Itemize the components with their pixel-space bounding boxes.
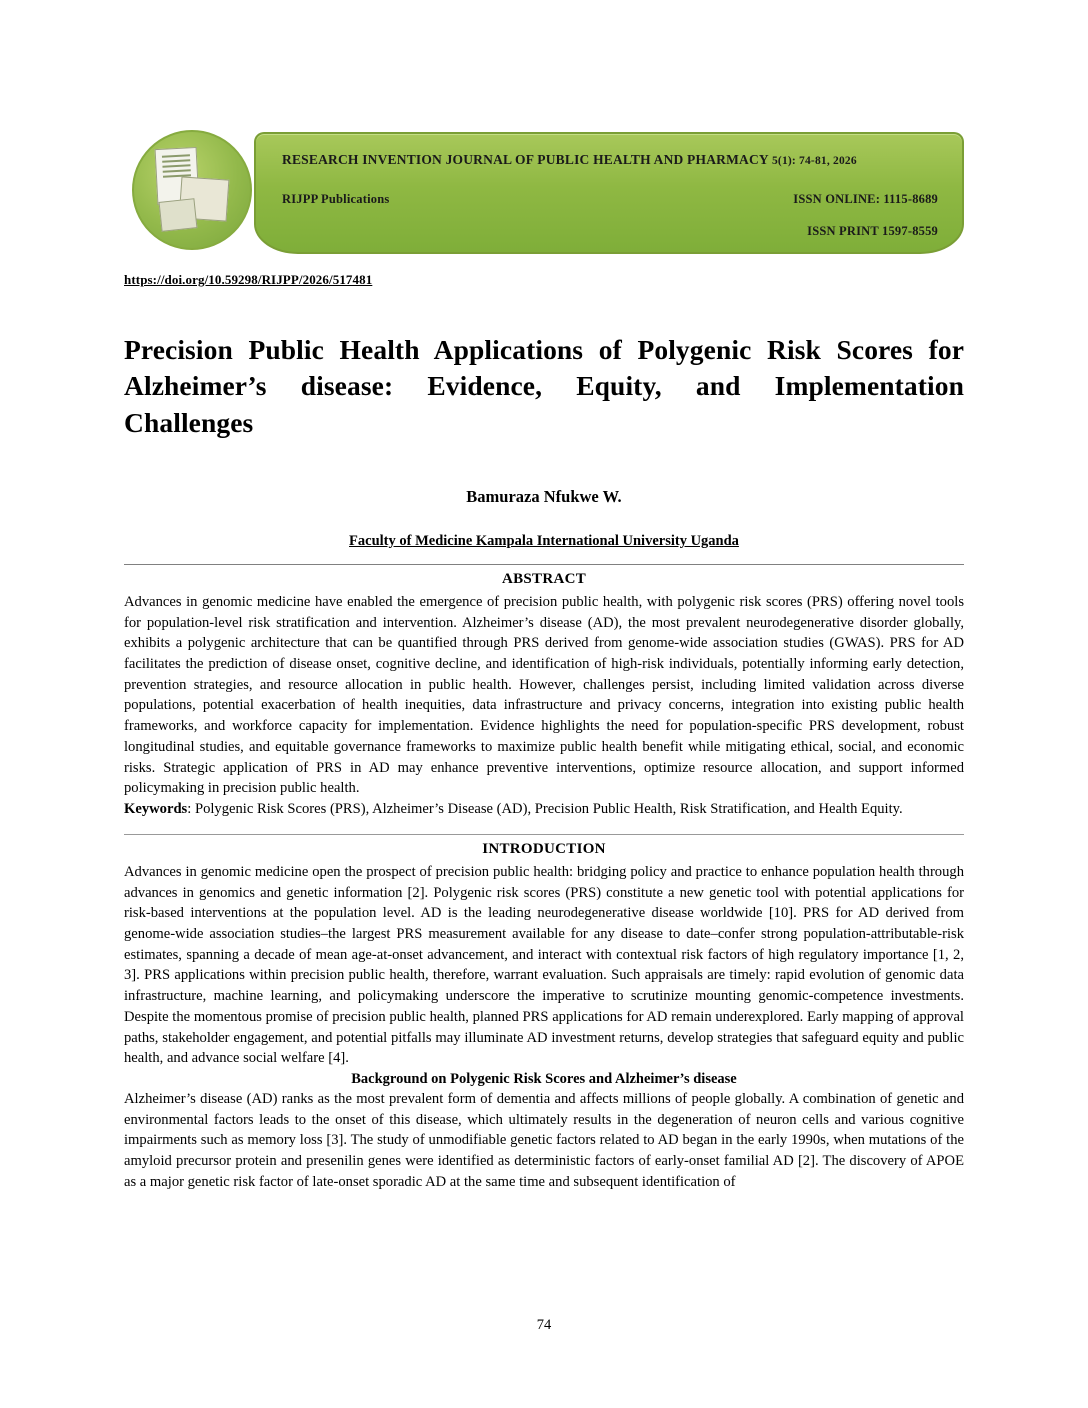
journal-masthead (124, 126, 964, 266)
keywords-line (124, 799, 964, 820)
journal-issue-info: 5(1): 74-81, 2026 (771, 155, 857, 167)
introduction-subheading: Background on Polygenic Risk Scores and Alzheimer’s disease (351, 1070, 737, 1087)
journal-logo-icon (132, 130, 252, 250)
issn-print: ISSN PRINT 1597-8559 (807, 224, 938, 238)
issn-online: ISSN ONLINE: 1115-8689 (793, 192, 938, 206)
page-content (124, 126, 964, 1193)
abstract-heading: ABSTRACT (501, 570, 587, 587)
author-affiliation: Faculty of Medicine Kampala International University Uganda (349, 532, 739, 549)
journal-banner (254, 132, 964, 254)
keywords-label: Keywords (124, 801, 188, 818)
page-number: 74 (536, 1317, 552, 1333)
journal-publisher: RIJPP Publications (282, 192, 390, 206)
page-title: Precision Public Health Applications of Polygenic Risk Scores for Alzheimer’s disease: Evidence, Equity, and Implementation Challenges (124, 334, 964, 438)
abstract-text: Advances in genomic medicine have enabled the emergence of precision public health, with polygenic risk scores (PRS) offering novel tools for population-level risk stratification and intervention. Alzheimer’s disease (AD), the most prevalent neurodegenerative disorder globally, exhibits a polygenic architecture that can be quantified through PRS derived from genome-wide association studies (GWAS). PRS for AD facilitates the prediction of disease onset, cognitive decline, and identification of high-risk individuals, potentially informing early detection, prevention strategies, and resource allocation in public health. However, challenges persist, including limited validation across diverse populations, potential exacerbation of health inequities, data infrastructure and privacy concerns, integration into existing public health frameworks, and workforce capacity for implementation. Evidence highlights the need for population-specific PRS development, robust longitudinal studies, and equitable governance frameworks to maximize public health benefit while mitigating ethical, social, and economic risks. Strategic application of PRS in AD may enhance preventive interventions, optimize resource allocation, and support informed policymaking in precision public health. (124, 593, 964, 797)
keywords-text: : Polygenic Risk Scores (PRS), Alzheimer’s Disease (AD), Precision Public Health, Risk Stratification, and Health Equity. (187, 801, 903, 818)
introduction-heading: INTRODUCTION (482, 840, 606, 857)
divider (124, 564, 964, 565)
divider (124, 834, 964, 835)
introduction-paragraph-2: Alzheimer’s disease (AD) ranks as the most prevalent form of dementia and affects millions of people globally. A combination of genetic and environmental factors leads to the onset of this disease, which ultimately results in the degeneration of neuron cells and various cognitive impairments such as memory loss [3]. The study of unmodifiable genetic factors related to AD began in the early 1990s, when mutations of the amyloid precursor protein and presenilin genes were identified as deterministic factors of early-onset familial AD [2]. The discovery of APOE as a major genetic risk factor of late-onset sporadic AD at the same time and subsequent identification of (124, 1090, 964, 1190)
journal-title-line (282, 152, 857, 168)
author-list: Bamuraza Nfukwe W. (466, 486, 622, 506)
doi-link[interactable]: https://doi.org/10.59298/RIJPP/2026/517481 (124, 272, 373, 287)
logo-document-shape (159, 198, 198, 232)
journal-title: RESEARCH INVENTION JOURNAL OF PUBLIC HEALTH AND PHARMACY (282, 152, 769, 167)
introduction-paragraph-1: Advances in genomic medicine open the prospect of precision public health: bridging policy and practice to enhance population health through advances in genomics and genetic information [2]. Polygenic risk scores (PRS) constitute a new genetic tool with potential applications for risk-based interventions at the population level. AD is the leading neurodegenerative disease worldwide [10]. PRS for AD derived from genome-wide association studies–the largest PRS measurement available for any disease to date–confer strong population-attributable-risk estimates, spanning a decade of mean age-at-onset advancement, and interact with contextual risk factors of high regulatory importance [1, 2, 3]. PRS applications within precision public health, therefore, warrant evaluation. Such appraisals are timely: rapid evolution of genomic data infrastructure, machine learning, and policymaking underscore the imperative to scrutinize mounting genomic-competence investments. Despite the momentous promise of precision public health, planned PRS applications for AD remain underexplored. Early mapping of approval paths, stakeholder engagement, and potential pitfalls may illuminate AD investment returns, develop strategies that safeguard equity and public health, and advance social welfare [4]. (124, 863, 964, 1067)
logo-artwork (154, 148, 230, 232)
